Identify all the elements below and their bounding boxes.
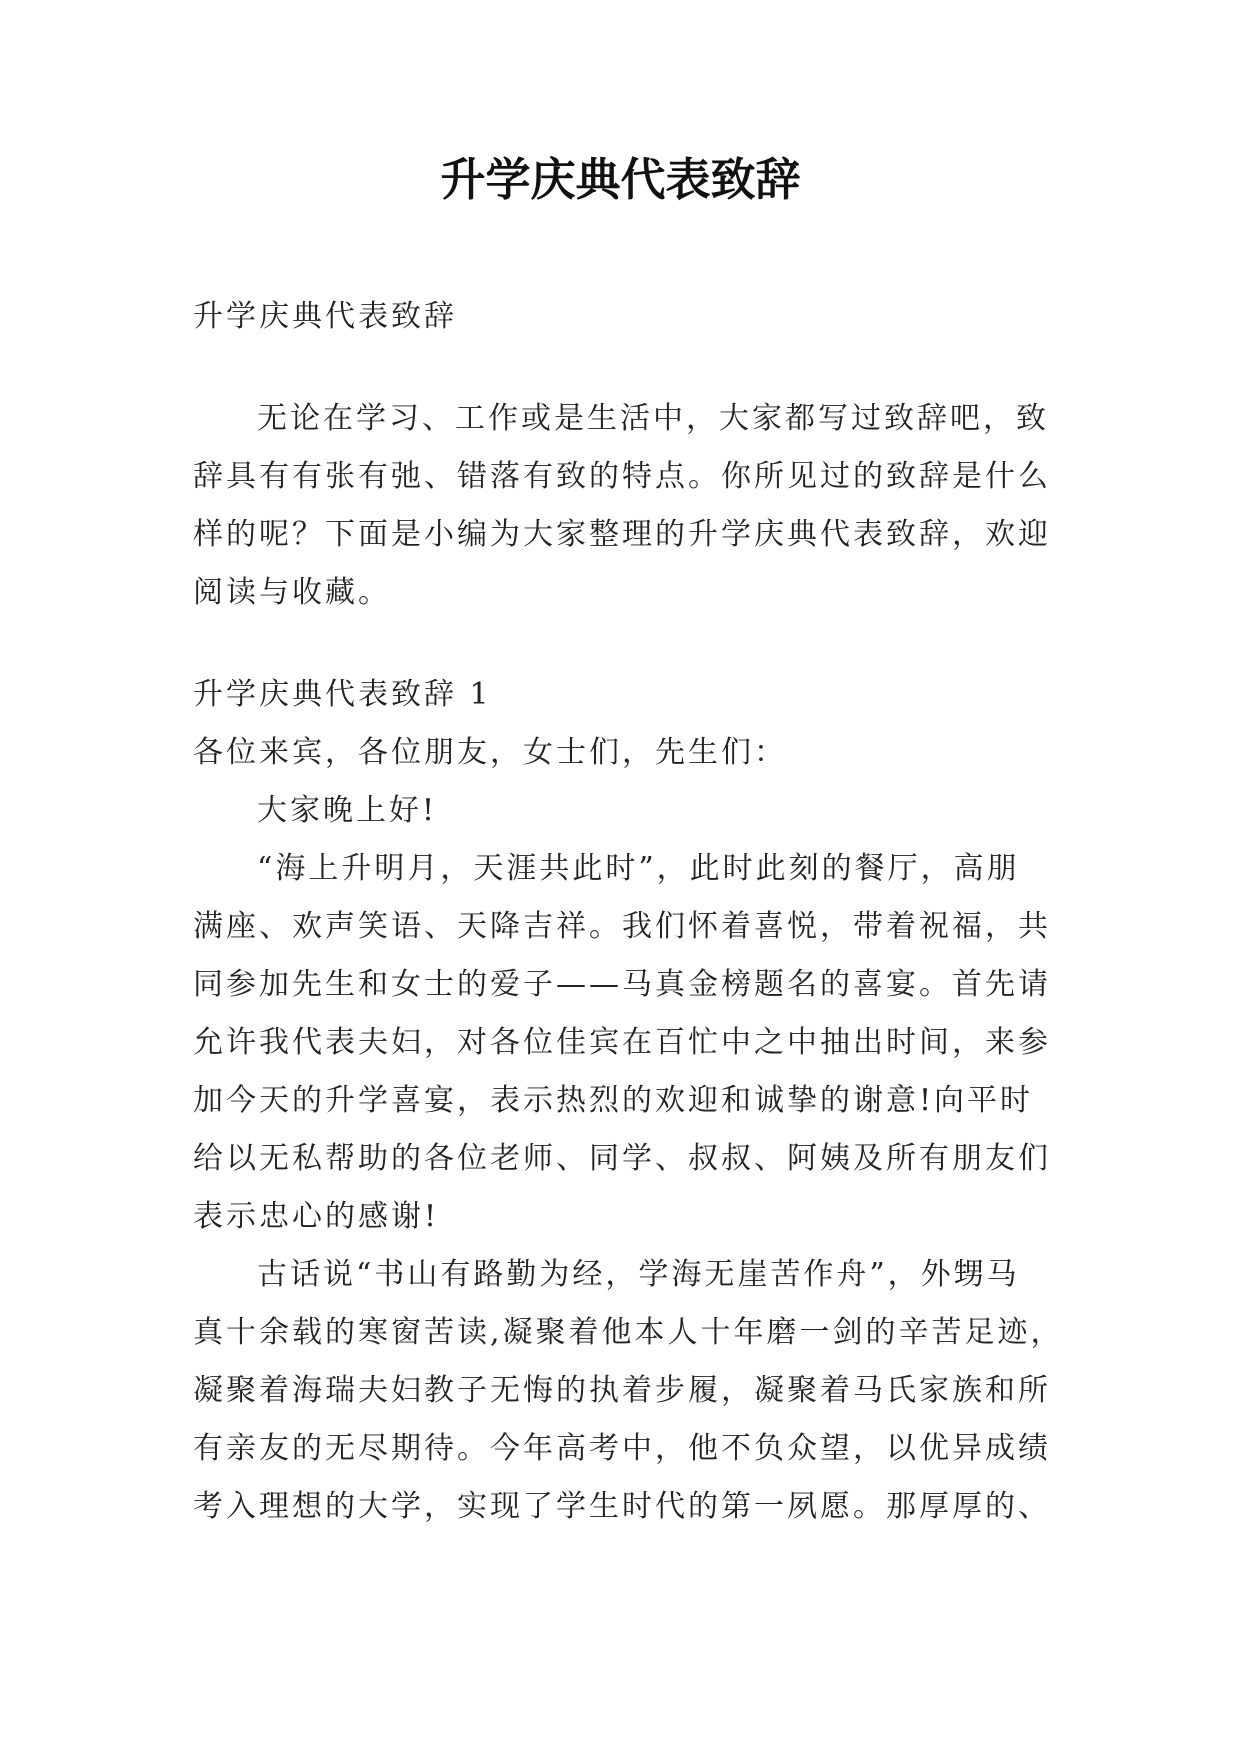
paragraph-line: 古话说“书山有路勤为经，学海无崖苦作舟”，外甥马 bbox=[257, 1257, 1020, 1292]
paragraph-line: “海上升明月，天涯共此时”，此时此刻的餐厅，高朋 bbox=[257, 851, 1020, 886]
intro-line: 阅读与收藏。 bbox=[193, 575, 391, 610]
greeting: 大家晚上好! bbox=[257, 793, 438, 828]
paragraph-line: 加今天的升学喜宴，表示热烈的欢迎和诚挚的谢意!向平时 bbox=[193, 1083, 1034, 1118]
paragraph-line: 给以无私帮助的各位老师、同学、叔叔、阿姨及所有朋友们 bbox=[193, 1141, 1051, 1176]
intro-line: 样的呢？下面是小编为大家整理的升学庆典代表致辞，欢迎 bbox=[193, 517, 1051, 552]
paragraph-line: 有亲友的无尽期待。今年高考中，他不负众望，以优异成绩 bbox=[193, 1431, 1051, 1466]
paragraph-line: 考入理想的大学，实现了学生时代的第一夙愿。那厚厚的、 bbox=[193, 1489, 1051, 1524]
salutation: 各位来宾，各位朋友，女士们，先生们： bbox=[193, 735, 787, 770]
body-paragraph-1 bbox=[193, 840, 1073, 1246]
intro-paragraph bbox=[193, 390, 1073, 622]
document-body bbox=[193, 288, 1073, 1536]
paragraph-line: 满座、欢声笑语、天降吉祥。我们怀着喜悦，带着祝福，共 bbox=[193, 909, 1051, 944]
intro-line: 无论在学习、工作或是生活中，大家都写过致辞吧，致 bbox=[257, 401, 1049, 436]
paragraph-line: 允许我代表夫妇，对各位佳宾在百忙中之中抽出时间，来参 bbox=[193, 1025, 1051, 1060]
paragraph-line: 凝聚着海瑞夫妇教子无悔的执着步履，凝聚着马氏家族和所 bbox=[193, 1373, 1051, 1408]
paragraph-line: 同参加先生和女士的爱子——马真金榜题名的喜宴。首先请 bbox=[193, 967, 1051, 1002]
intro-line: 辞具有有张有弛、错落有致的特点。你所见过的致辞是什么 bbox=[193, 459, 1051, 494]
document-title: 升学庆典代表致辞 bbox=[440, 153, 801, 206]
paragraph-line: 真十余载的寒窗苦读,凝聚着他本人十年磨一剑的辛苦足迹， bbox=[193, 1315, 1064, 1350]
body-paragraph-2 bbox=[193, 1246, 1073, 1536]
paragraph-line: 表示忠心的感谢! bbox=[193, 1199, 440, 1234]
document-subtitle: 升学庆典代表致辞 bbox=[193, 299, 457, 334]
section-heading: 升学庆典代表致辞 1 bbox=[193, 677, 492, 712]
